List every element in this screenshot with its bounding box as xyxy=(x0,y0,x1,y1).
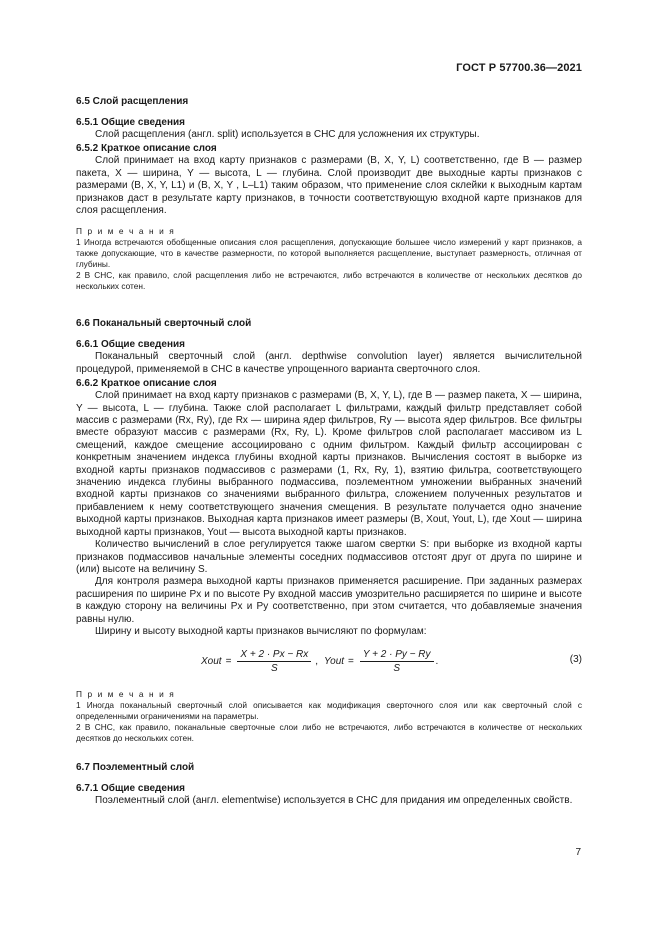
section-6-7-title: 6.7 Поэлементный слой xyxy=(76,761,195,773)
formula-x-fraction xyxy=(237,649,311,674)
formula-3 xyxy=(76,642,582,680)
subsection-6-6-2-text-1: Слой принимает на вход карту признаков с размерами (B, X, Y, L), где B — размер пакета, X — ширина, Y — высота, L — глубина. Также слой располагает L фильтрами, каждый фильтр представляет собой массив с размерами (Rx, Ry), где Rx — ширина ядер фильтров, Ry — высота ядер фильтров. Все фильтры вместе образуют массив с размерами (Rx, Ry, L). Кроме фильтров слой располагает массивом из L смещений, каждое смещение ассоциировано с одним фильтром. Каждый фильтр ассоциирован с конкретным значением индекса глубины входной карты признаков. Вычисления состоят в выборке из входной карты признаков подмассивов с размерами (1, Rx, Ry, 1), взятию фильтра, соответствующего значению индекса глубины выбранного подмассива, поэлементном умножении выбранных значений входной карты признаков со значениями выбранного фильтра, сложением полученных результатов и прибавлением к нему соответствующего значения смещения. В результате получается одно значение выходной карты признаков. Выходная карта признаков имеет размеры (B, Xout, Yout, L), где Xout — ширина выходной карты признаков, Yout — высота выходной карты признаков. xyxy=(76,390,582,538)
section-6-5-title: 6.5 Слой расщепления xyxy=(76,96,189,107)
note-6-6-1: 1 Иногда поканальный сверточный слой описывается как модификация сверточного слоя или как сверточный слой с определенными ограничениями на параметры. xyxy=(76,700,582,722)
note-6-5-1: 1 Иногда встречаются обобщенные описания слоя расщепления, допускающие большее число измерений у карт признаков, а также допускающие, что в качестве размерности, по которой выполняется расщепление, выступает размерность, отличная от глубины. xyxy=(76,237,582,270)
formula-y-numerator: Y + 2 · Py − Ry xyxy=(360,649,434,662)
note-6-5-2: 2 В СНС, как правило, слой расщепления либо не встречаются, либо встречаются в количестве от нескольких десятков до нескольких сотен. xyxy=(76,269,582,291)
note-6-6-2: 2 В СНС, как правило, поканальные сверточные слои либо не встречаются, либо встречаются в количестве от нескольких десятков до нескольких сотен. xyxy=(76,721,582,743)
subsection-6-6-2-title: 6.6.2 Краткое описание слоя xyxy=(76,378,217,390)
notes-6-5-title: П р и м е ч а н и я xyxy=(76,226,176,237)
page-number: 7 xyxy=(575,847,581,858)
formula-y-denominator: S xyxy=(393,662,401,674)
page-content xyxy=(76,89,582,807)
subsection-6-5-1-title: 6.5.1 Общие сведения xyxy=(76,117,185,128)
formula-equals-sign: = xyxy=(225,655,232,667)
subsection-6-6-2-text-2: Количество вычислений в слое регулируется также шагом свертки S: при выборке из входной карты признаков подмассивов начальные элементы соседних подмассивов отстоят друг от друга по ширине и (или) высоте на величину S. xyxy=(76,539,582,575)
subsection-6-6-2-text-3: Для контроля размера выходной карты признаков применяется расширение. При заданных размерах расширения по ширине Px и по высоте Py входной массив умозрительно расширяется по ширине и высоте в каждую сторону на величины Px и Py соответственно, при этом считается, что добавляемые значения равны нулю. xyxy=(76,576,582,625)
formula-x-numerator: X + 2 · Px − Rx xyxy=(237,649,311,662)
subsection-6-6-1-title: 6.6.1 Общие сведения xyxy=(76,339,185,351)
subsection-6-5-1-text: Слой расщепления (англ. split) используется в СНС для усложнения их структуры. xyxy=(95,129,480,140)
subsection-6-5-2-text: Слой принимает на вход карту признаков с размерами (B, X, Y, L) соответственно, где B — размер пакета, X — ширина, Y — высота, L — глубина. Слой производит две выходные карты признаков с размерами (B, X, Y, L1) и (B, X, Y , L–L1) таким образом, что применение слоя склейки к выходным картам признаков даст в результате карту признаков, в точности соответствующую входной карте признаков для слоя расщепления. xyxy=(76,155,582,217)
subsection-6-6-1-text: Поканальный сверточный слой (англ. depthwise convolution layer) является вычислительной процедурой, применяемой в СНС в качестве упрощенного варианта сверточного слоя. xyxy=(76,351,582,375)
subsection-6-5-2-title: 6.5.2 Краткое описание слоя xyxy=(76,143,217,155)
section-6-6-title: 6.6 Поканальный сверточный слой xyxy=(76,318,252,330)
formula-body xyxy=(201,642,438,680)
formula-comma: , xyxy=(315,655,319,667)
equation-number: (3) xyxy=(569,654,582,666)
standard-code: ГОСТ Р 57700.36—2021 xyxy=(456,62,582,74)
notes-6-6-title: П р и м е ч а н и я xyxy=(76,689,176,700)
subsection-6-7-1-text: Поэлементный слой (англ. elementwise) используется в СНС для придания им определенных свойств. xyxy=(95,794,573,806)
formula-x-lhs: Xout xyxy=(201,655,222,667)
formula-period: . xyxy=(435,655,439,667)
formula-x-denominator: S xyxy=(270,662,278,674)
subsection-6-7-1-title: 6.7.1 Общие сведения xyxy=(76,782,185,794)
formula-y-fraction xyxy=(360,649,434,674)
formula-y-lhs: Yout xyxy=(324,655,345,667)
formula-equals-sign: = xyxy=(348,655,354,667)
subsection-6-6-2-text-4: Ширину и высоту выходной карты признаков вычисляют по формулам: xyxy=(95,625,427,637)
